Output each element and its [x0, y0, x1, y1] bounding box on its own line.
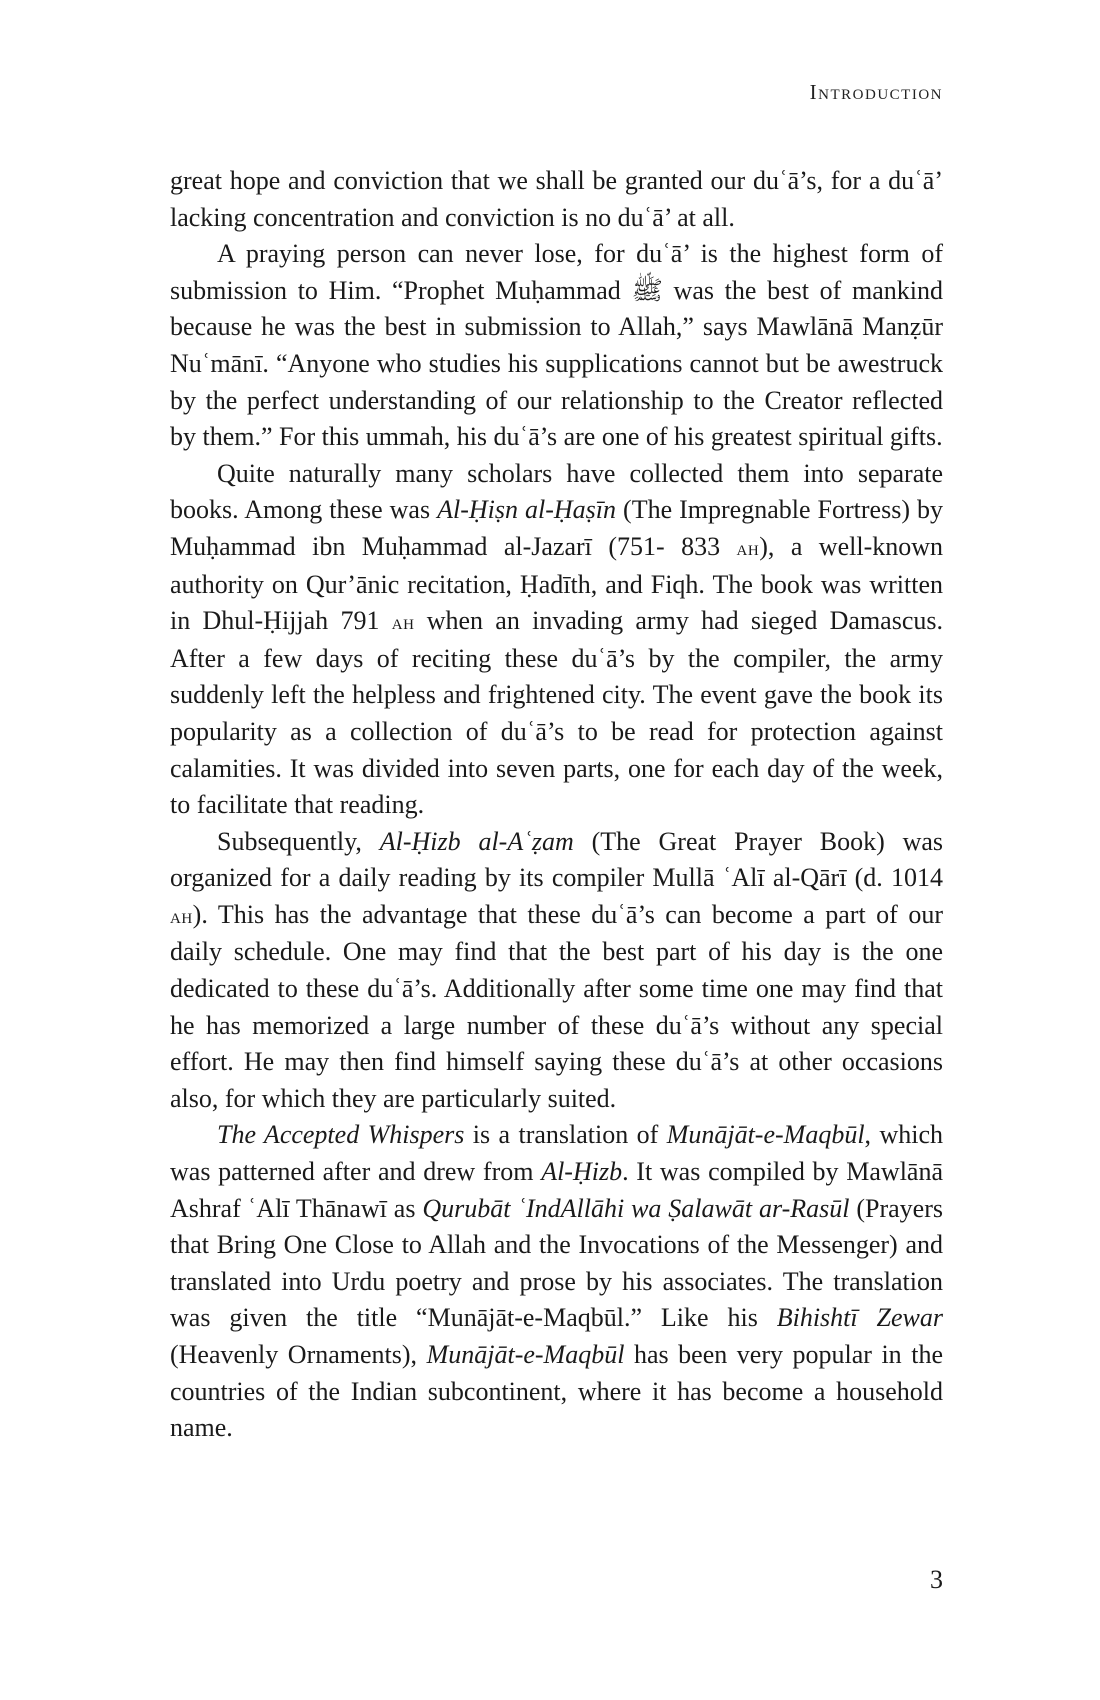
book-title-munajat: Munājāt-e-Maqbūl — [666, 1120, 865, 1150]
body-text — [170, 163, 943, 1447]
paragraph-3-text: (The Impregnable Fortress) by Muḥammad ibn Muḥammad al-Jazarī (751- 833 — [170, 495, 943, 561]
paragraph-3 — [170, 456, 943, 824]
book-title-accepted-whispers: The Accepted Whispers — [217, 1120, 465, 1150]
paragraph-3-text: Quite naturally many scholars have collected them into separate books. Among these was — [170, 458, 943, 525]
paragraph-3-text: ), a well-known authority on Qur’ānic recitation, Ḥadīth, and Fiqh. The book was written in Dhul-Ḥijjah 791 — [170, 531, 944, 636]
book-title-qurubat: Qurubāt ʿIndAllāhi wa Ṣalawāt ar-Rasūl — [422, 1193, 850, 1223]
book-title-bihishti-zewar: Bihishtī Zewar — [776, 1303, 943, 1333]
paragraph-4-text: ). This has the advantage that these duʿā’s can become a part of our daily schedule. One may find that the best part of his day is the one dedicated to these duʿā’s. Additionally after some time one may find that he has memorized a large number of these duʿā’s without any special effort. He may then find himself saying these duʿā’s at other occasions also, for which they are particularly suited. — [170, 899, 943, 1113]
paragraph-4-text: Subsequently, — [217, 826, 380, 856]
paragraph-5-text: (Heavenly Ornaments), — [170, 1340, 427, 1369]
running-head: Introduction — [809, 80, 943, 104]
paragraph-1: great hope and conviction that we shall be granted our duʿā’s, for a duʿā’ lacking concentration and conviction is no duʿā’ at all. — [170, 166, 943, 232]
era-abbreviation: ah — [736, 534, 760, 560]
paragraph-5-text: has been very popular in the countries of the Indian subcontinent, where it has become a household name. — [170, 1340, 943, 1443]
paragraph-5-text: , which was patterned after and drew from — [170, 1120, 943, 1187]
book-title-munajat: Munājāt-e-Maqbūl — [426, 1340, 625, 1369]
paragraph-5-text: is a translation of — [464, 1120, 667, 1150]
paragraph-4 — [170, 824, 943, 1118]
paragraph-5-text: (Prayers that Bring One Close to Allah and the Invocations of the Messenger) and translated into Urdu poetry and prose by his associates. The translation was given the title “Munājāt-e-Maqbūl.” Like his — [170, 1193, 943, 1333]
era-abbreviation: ah — [391, 609, 415, 635]
era-abbreviation: ah — [170, 902, 193, 928]
book-title-al-hizb: Al-Ḥizb — [541, 1157, 623, 1187]
paragraph-4-text: (The Great Prayer Book) was organized for a daily reading by its compiler Mullā ʿAlī al-Qārī (d. 1014 — [170, 826, 944, 893]
book-title-hizb: Al-Ḥizb al-Aʿẓam — [379, 826, 574, 856]
book-title-hisn: Al-Ḥiṣn al-Ḥaṣīn — [437, 495, 617, 525]
paragraph-2: A praying person can never lose, for duʿā’ is the highest form of submission to Him. “Prophet Muḥammad ﷺ was the best of mankind because he was the best in submission to Allah,” says Mawlānā Manẓūr Nuʿmānī. “Anyone who studies his supplications cannot but be awestruck by the perfect understanding of our relationship to the Creator reflected by them.” For this ummah, his duʿā’s are one of his greatest spiritual gifts. — [170, 239, 943, 452]
paragraph-5-text: . It was compiled by Mawlānā Ashraf ʿAlī Thānawī as — [170, 1157, 943, 1223]
paragraph-5 — [170, 1117, 943, 1446]
page-number: 3 — [930, 1565, 943, 1594]
paragraph-3-text: when an invading army had sieged Damascus. After a few days of reciting these duʿā’s by the compiler, the army suddenly left the helpless and frightened city. The event gave the book its popularity as a collection of duʿā’s to be read for protection against calamities. It was divided into seven parts, one for each day of the week, to facilitate that reading. — [170, 606, 943, 820]
